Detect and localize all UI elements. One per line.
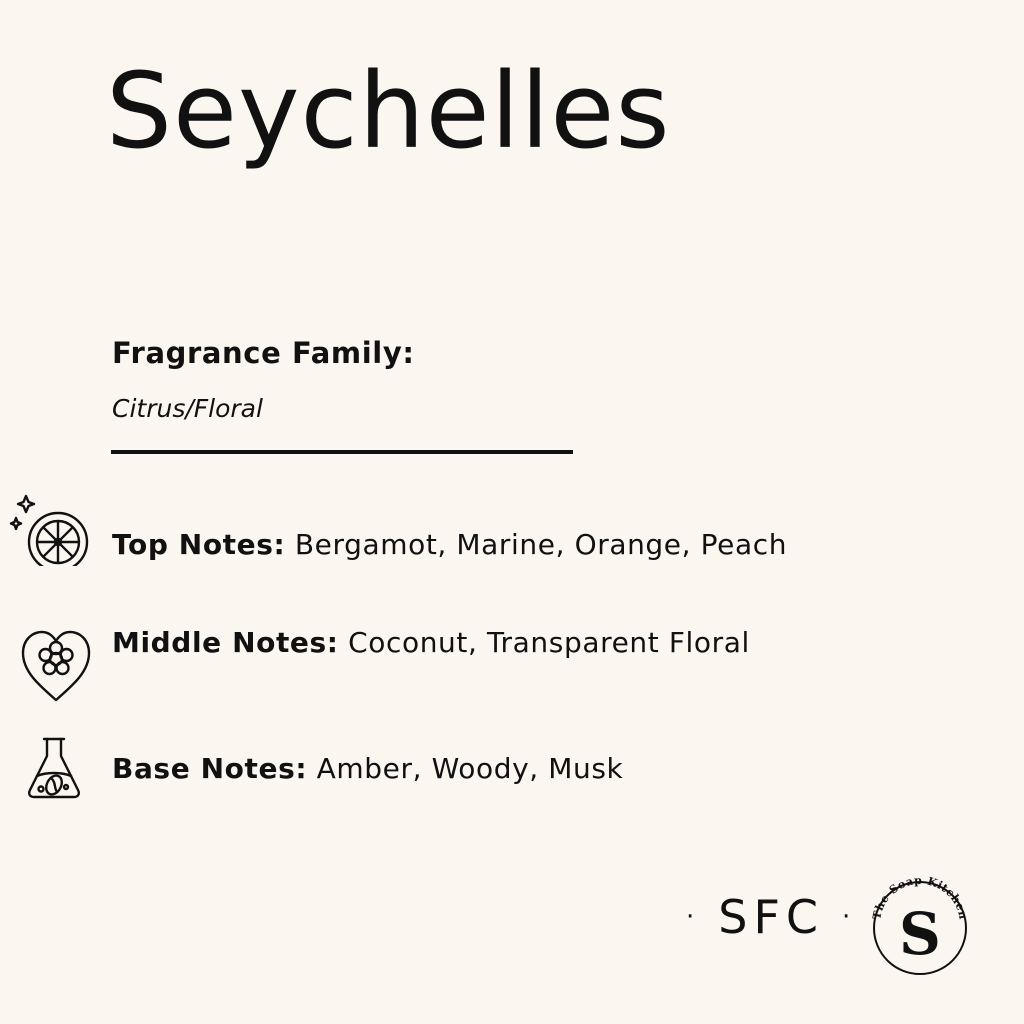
divider — [111, 450, 573, 454]
base-notes-text — [112, 752, 623, 785]
middle-notes-label: Middle Notes: — [112, 626, 339, 659]
citrus-slice-icon — [6, 494, 90, 566]
top-notes-label: Top Notes: — [112, 528, 286, 561]
fragrance-family-label: Fragrance Family: — [112, 336, 415, 370]
brand-mark — [668, 890, 874, 944]
top-notes-value: Bergamot, Marine, Orange, Peach — [285, 528, 788, 561]
separator-dot: · — [842, 902, 857, 932]
logo-letter: S — [899, 900, 941, 968]
page-title: Seychelles — [106, 50, 671, 172]
base-notes-label: Base Notes: — [112, 752, 308, 785]
brand-name: SFC — [718, 890, 825, 944]
svg-text:The Soap Kitchen: The Soap Kitchen — [870, 873, 970, 921]
fragrance-family-value: Citrus/Floral — [112, 394, 263, 423]
middle-notes-text — [112, 626, 750, 659]
soap-kitchen-logo — [866, 870, 974, 978]
separator-dot: · — [686, 902, 701, 932]
flask-icon — [24, 736, 84, 800]
top-notes-text — [112, 528, 787, 561]
base-notes-value: Amber, Woody, Musk — [307, 752, 624, 785]
middle-notes-value: Coconut, Transparent Floral — [338, 626, 750, 659]
heart-flower-icon — [20, 628, 92, 704]
